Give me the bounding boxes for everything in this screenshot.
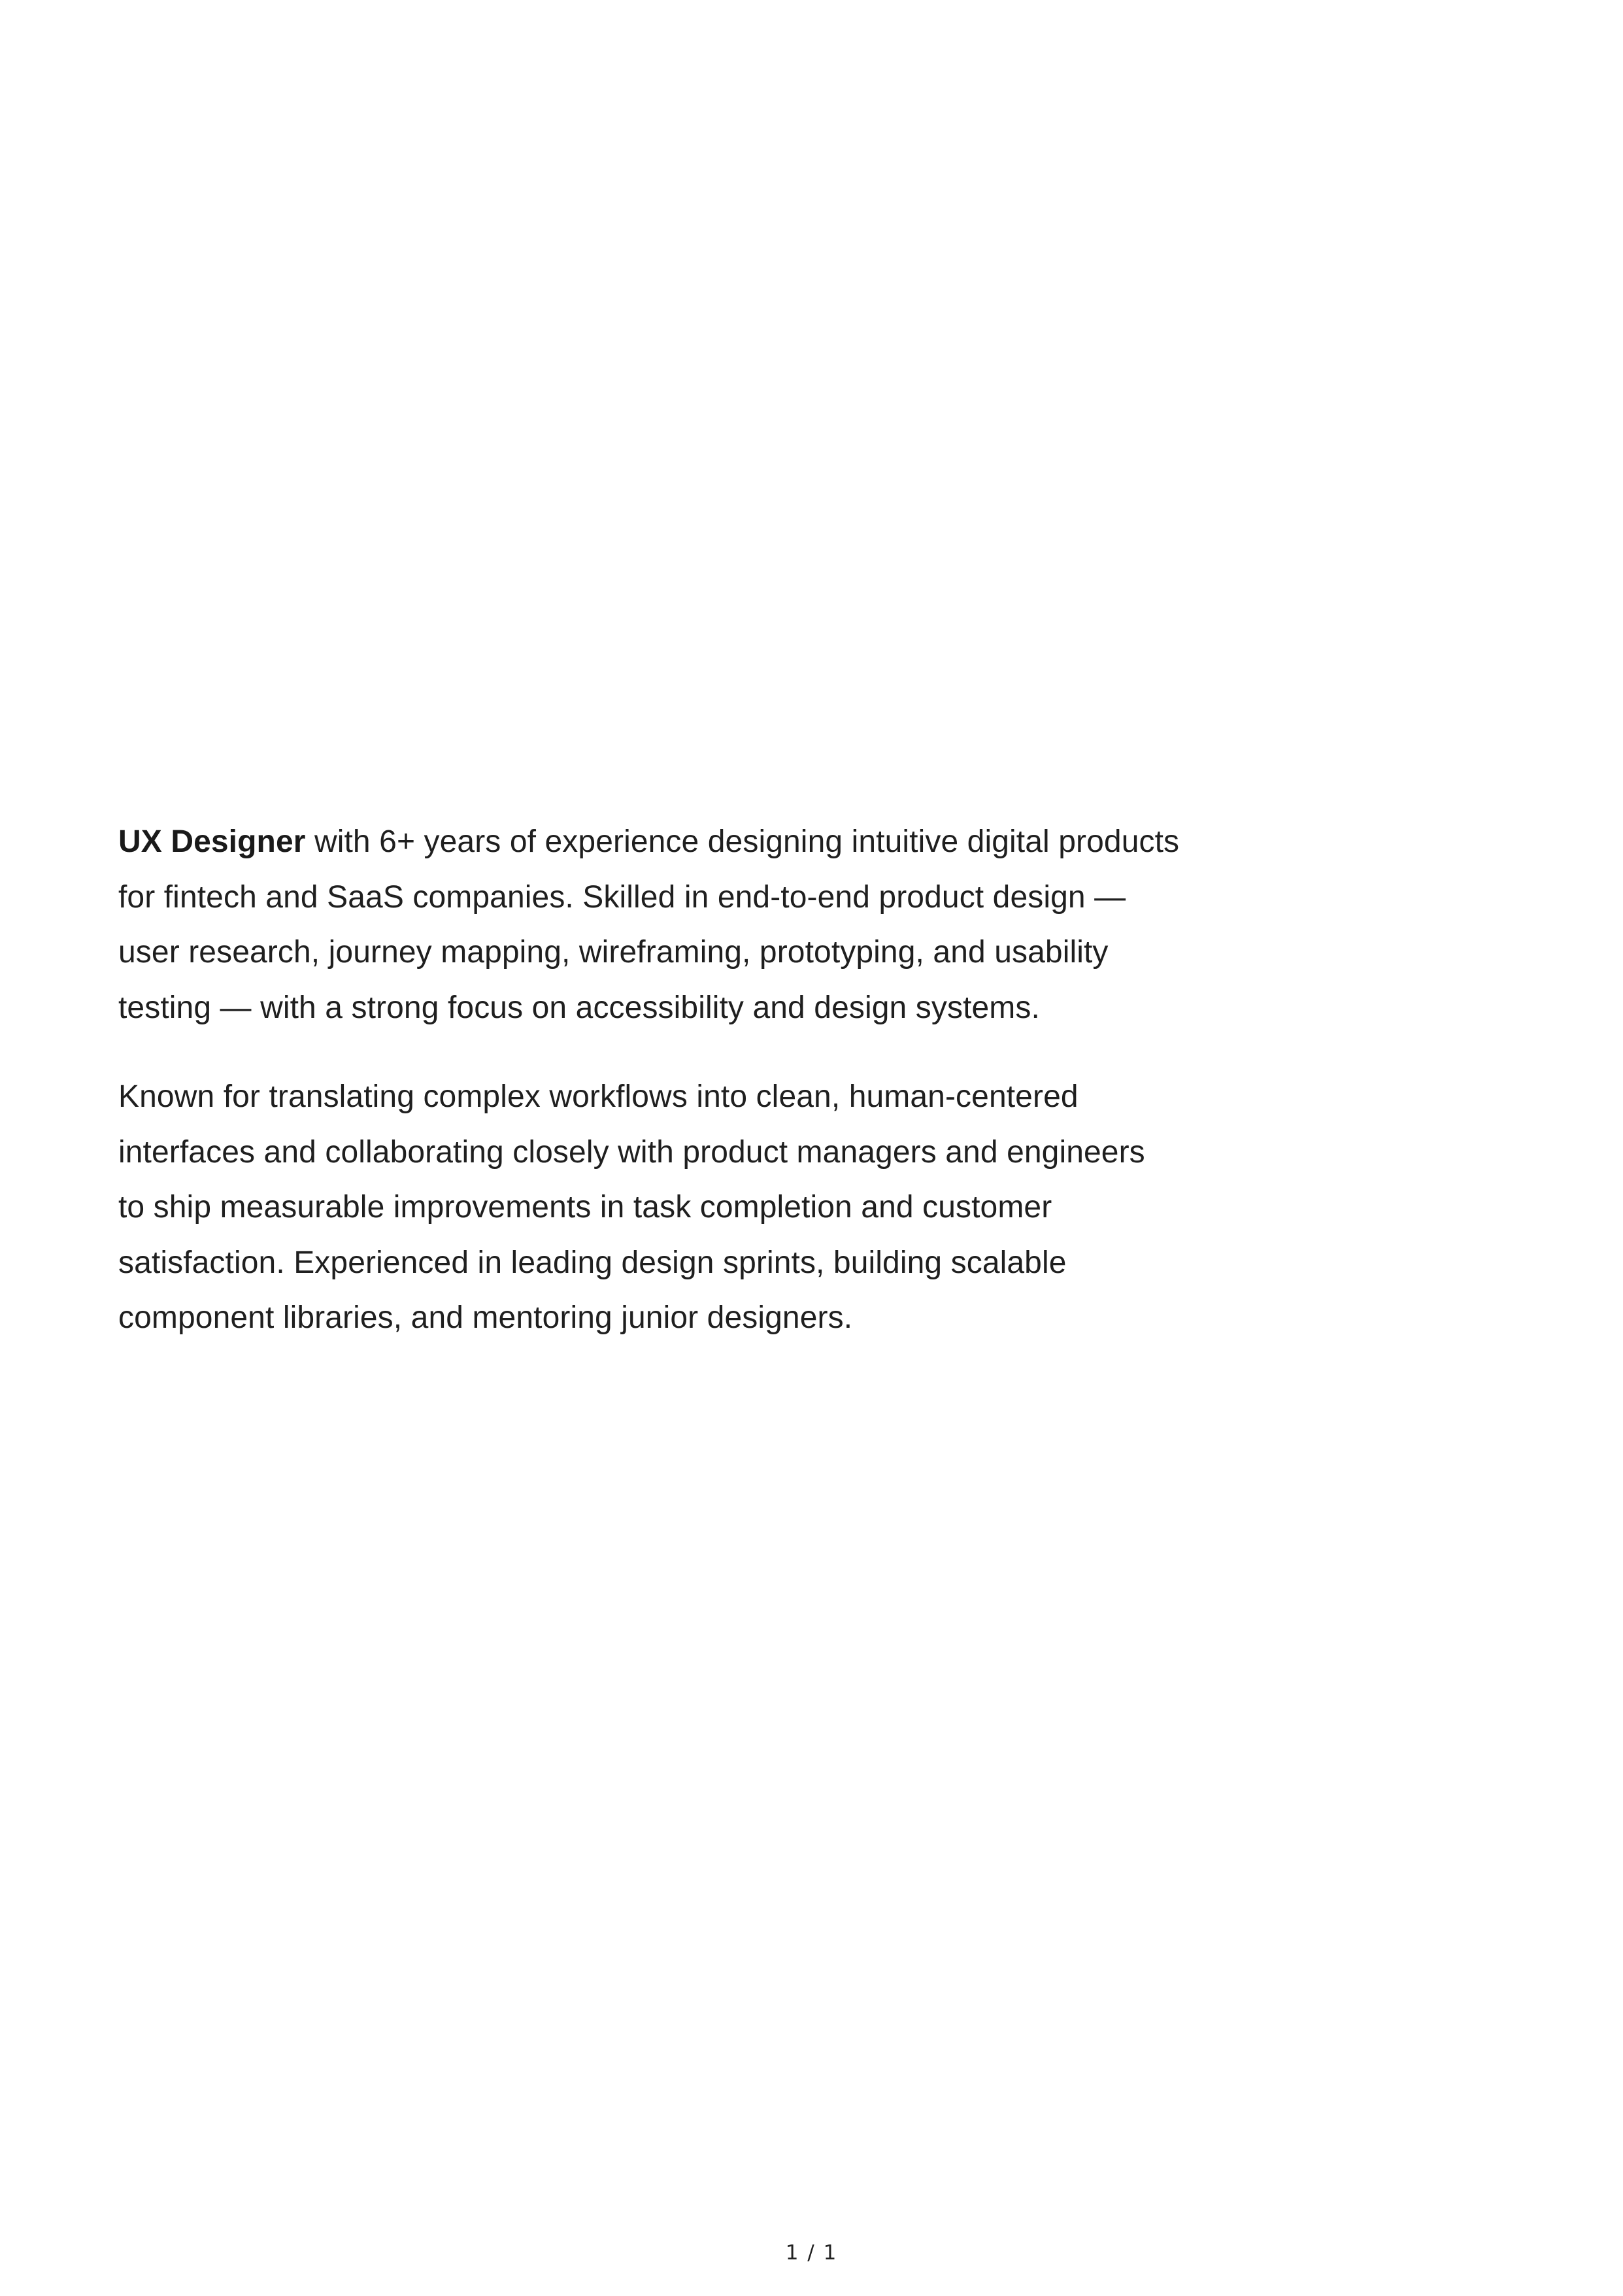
summary-paragraph-2	[118, 1070, 1295, 1346]
summary-line: to ship measurable improvements in task completion and customer	[118, 1190, 1052, 1224]
summary-line: testing — with a strong focus on accessibility and design systems.	[118, 990, 1040, 1025]
summary-line: for fintech and SaaS companies. Skilled in end-to-end product design —	[118, 879, 1126, 915]
professional-summary	[118, 815, 1295, 1346]
summary-line: user research, journey mapping, wireframing, prototyping, and usability	[118, 935, 1109, 970]
summary-line	[118, 815, 1295, 870]
summary-line: Known for translating complex workflows into clean, human-centered	[118, 1079, 1079, 1114]
summary-line: satisfaction. Experienced in leading design sprints, building scalable	[118, 1245, 1067, 1280]
summary-line: interfaces and collaborating closely with product managers and engineers	[118, 1134, 1145, 1170]
summary-paragraph-1	[118, 815, 1295, 1036]
page-number: 1 / 1	[785, 2241, 838, 2265]
summary-text: with 6+ years of experience designing intuitive digital products	[305, 824, 1180, 859]
job-title: UX Designer	[118, 824, 306, 859]
summary-line: component libraries, and mentoring junior designers.	[118, 1300, 853, 1335]
